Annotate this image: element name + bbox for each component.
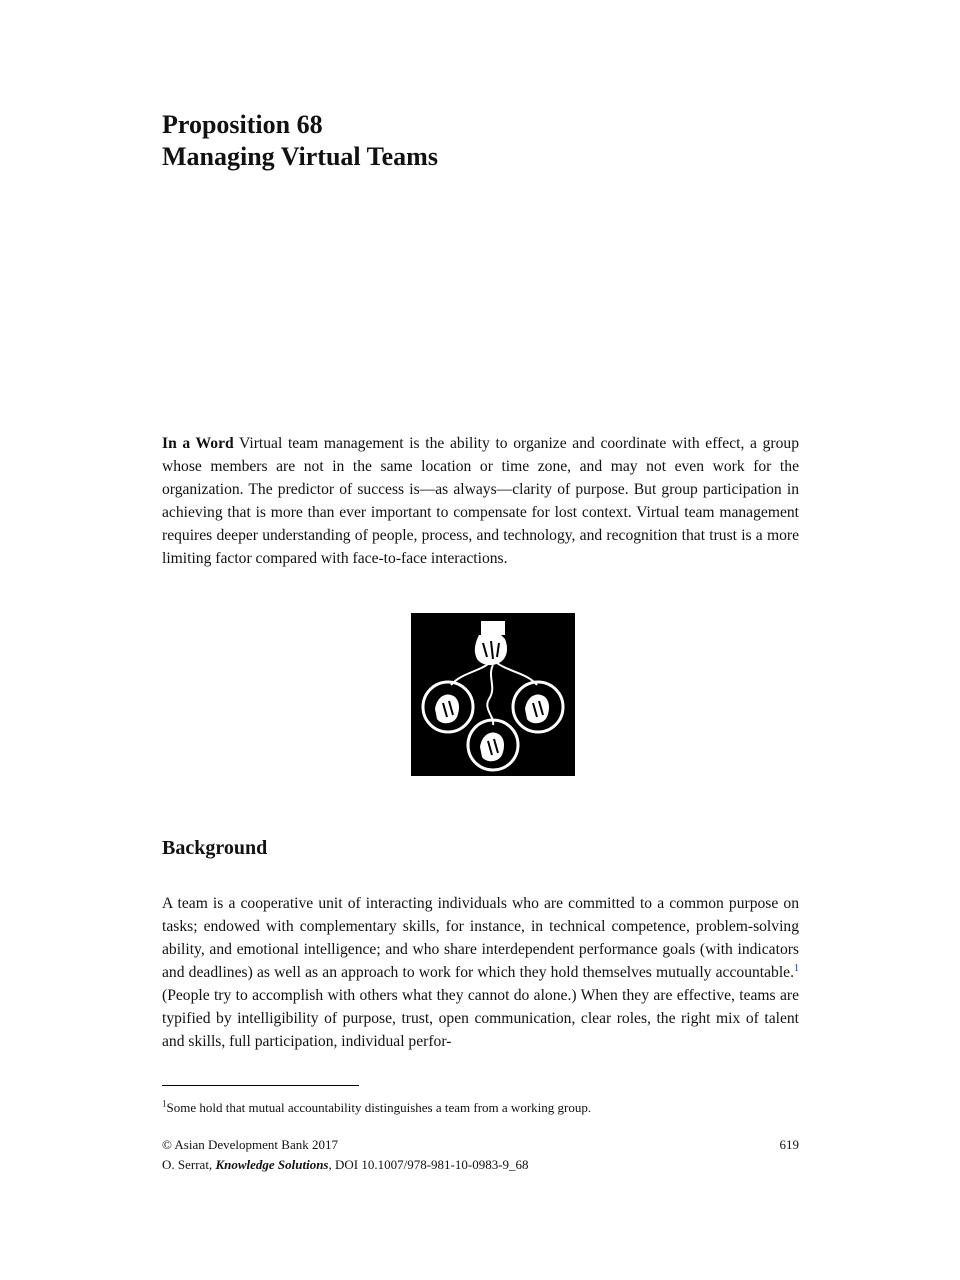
hands-icon <box>411 613 575 776</box>
background-text-part2: (People try to accomplish with others what they cannot do alone.) When they are effective, teams are typified by intelligibility of purpose, trust, open communication, clear roles, the right mix of talent and skills, full participation, individual perfor- <box>162 987 799 1050</box>
footnote-text: Some hold that mutual accountability distinguishes a team from a working group. <box>166 1100 592 1115</box>
background-paragraph <box>162 892 799 1053</box>
copyright-line: © Asian Development Bank 2017 <box>162 1137 338 1152</box>
in-a-word-summary <box>162 432 799 570</box>
footnote-divider <box>162 1085 359 1086</box>
proposition-label: Proposition 68 <box>162 110 323 139</box>
hands-illustration <box>411 613 575 776</box>
summary-lead: In a Word <box>162 435 234 452</box>
footnote-number: 1 <box>162 1098 167 1109</box>
footnote-reference-link[interactable]: 1 <box>794 962 799 974</box>
background-heading: Background <box>162 837 268 859</box>
background-text-part1: A team is a cooperative unit of interacting individuals who are committed to a common purpose on tasks; endowed with complementary skills, for instance, in technical competence, problem-solving ability, and emotional intelligence; and who share interdependent performance goals (with indicators and deadlines) as well as an approach to work for which they hold themselves mutually accountable. <box>162 895 799 981</box>
footnote <box>162 1098 799 1118</box>
citation-line <box>162 1155 529 1175</box>
citation-author: O. Serrat, <box>162 1157 216 1172</box>
citation-book-title: Knowledge Solutions <box>215 1157 329 1172</box>
citation-doi: , DOI 10.1007/978-981-10-0983-9_68 <box>328 1157 529 1172</box>
page-number: 619 <box>779 1137 799 1152</box>
summary-text: Virtual team management is the ability to organize and coordinate with effect, a group whose members are not in the same location or time zone, and may not even work for the organization. The predictor of success is—as always—clarity of purpose. But group participation in achieving that is more than ever important to compensate for lost context. Virtual team management requires deeper understanding of people, process, and technology, and recognition that trust is a more limiting factor compared with face-to-face interactions. <box>162 435 799 567</box>
chapter-title: Managing Virtual Teams <box>162 142 438 171</box>
